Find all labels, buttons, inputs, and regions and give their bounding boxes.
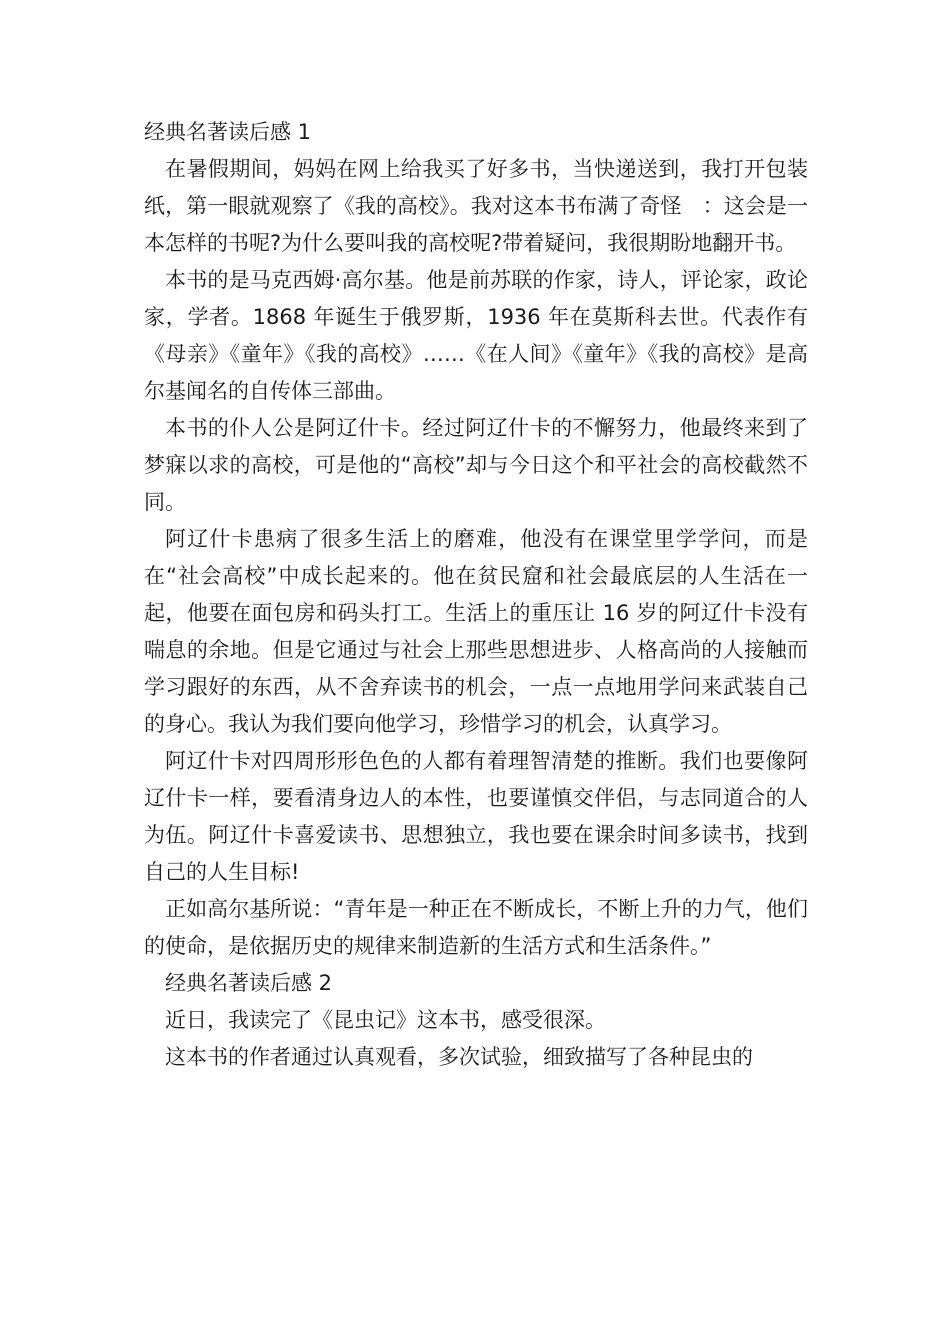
section-title-2: 经典名著读后感 2: [165, 971, 333, 995]
section-title-1: 经典名著读后感 1: [144, 120, 312, 144]
paragraph: 近日，我读完了《昆虫记》这本书，感受很深。: [165, 1008, 606, 1032]
paragraph: 阿辽什卡对四周形形色色的人都有着理智清楚的推断。我们也要像阿辽什卡一样，要看清身边人的本性，也要谨慎交伴侣，与志同道合的人为伍。阿辽什卡喜爱读书、思想独立，我也要在课余时间多读书，找到自己的人生目标!: [144, 749, 808, 884]
paragraph: 本书的是马克西姆·高尔基。他是前苏联的作家，诗人，评论家，政论家，学者。1868 年诞生于俄罗斯，1936 年在莫斯科去世。代表作有《母亲》《童年》《我的高校》……《在人间》《童年》《我的高校》是高尔基闻名的自传体三部曲。: [144, 268, 808, 403]
paragraph: 阿辽什卡患病了很多生活上的磨难，他没有在课堂里学学问，而是在“社会高校”中成长起来的。他在贫民窟和社会最底层的人生活在一起，他要在面包房和码头打工。生活上的重压让 16 岁的阿辽什卡没有喘息的余地。但是它通过与社会上那些思想进步、人格高尚的人接触而学习跟好的东西，从不舍弃读书的机会，一点一点地用学问来武装自己的身心。我认为我们要向他学习，珍惜学习的机会，认真学习。: [144, 527, 808, 736]
paragraph: 这本书的作者通过认真观看，多次试验，细致描写了各种昆虫的: [165, 1045, 753, 1069]
paragraph: 本书的仆人公是阿辽什卡。经过阿辽什卡的不懈努力，他最终来到了梦寐以求的高校，可是他的“高校”却与今日这个和平社会的高校截然不同。: [144, 416, 808, 514]
paragraph: 在暑假期间，妈妈在网上给我买了好多书，当快递送到，我打开包装纸，第一眼就观察了《我的高校》。我对这本书布满了奇怪 ：这会是一本怎样的书呢?为什么要叫我的高校呢?带着疑问，我很期盼地翻开书。: [144, 157, 808, 255]
document-body: [144, 114, 808, 1076]
paragraph: 正如高尔基所说：“青年是一种正在不断成长，不断上升的力气，他们的使命，是依据历史的规律来制造新的生活方式和生活条件。”: [144, 897, 808, 958]
